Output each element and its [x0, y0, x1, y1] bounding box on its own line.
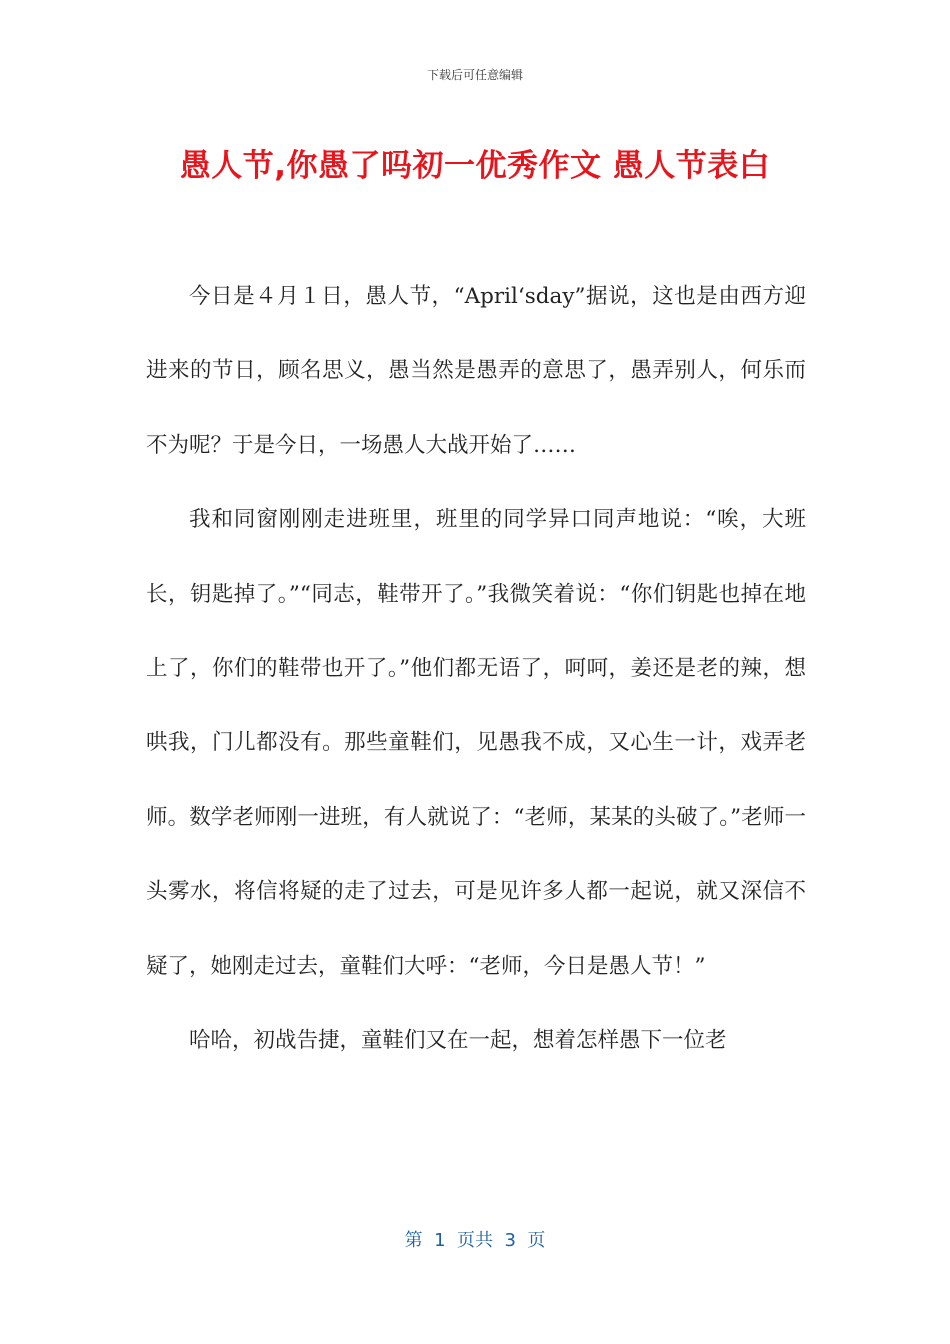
paragraph: 今日是４月１日，愚人节，“April‘sday”据说，这也是由西方迎进来的节日，顾名思义，愚当然是愚弄的意思了，愚弄别人，何乐而不为呢？于是今日，一场愚人大战开始了……: [146, 284, 806, 458]
page-number-footer: 第 1 页共 3 页: [404, 1230, 546, 1251]
document-body: [146, 260, 806, 1078]
paragraph: 哈哈，初战告捷，童鞋们又在一起，想着怎样愚下一位老: [189, 1028, 727, 1054]
document-title: 愚人节,你愚了吗初一优秀作文 愚人节表白: [179, 148, 771, 184]
header-note: 下载后可任意编辑: [426, 68, 523, 82]
paragraph: 我和同窗刚刚走进班里，班里的同学异口同声地说：“唉，大班长，钥匙掉了。”“同志，鞋带开了。”我微笑着说：“你们钥匙也掉在地上了，你们的鞋带也开了。”他们都无语了，呵呵，姜还是老的辣，想哄我，门儿都没有。那些童鞋们，见愚我不成，又心生一计，戏弄老师。数学老师刚一进班，有人就说了：“老师，某某的头破了。”老师一头雾水，将信将疑的走了过去，可是见许多人都一起说，就又深信不疑了，她刚走过去，童鞋们大呼：“老师，今日是愚人节！”: [146, 507, 806, 979]
